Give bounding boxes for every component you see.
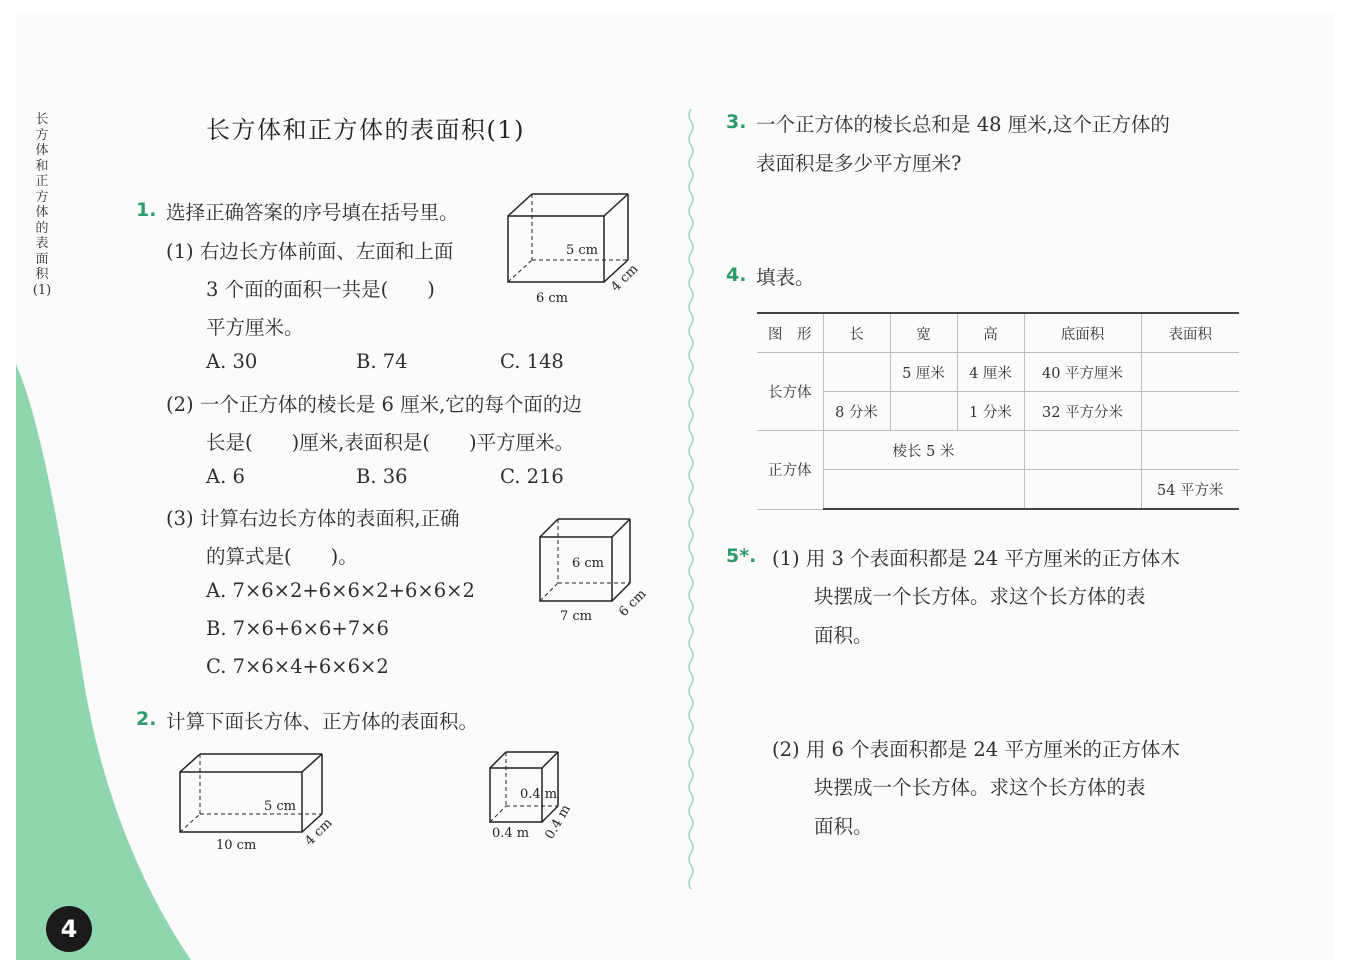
q3-number: 3. xyxy=(726,111,747,133)
answer-cell[interactable] xyxy=(1024,431,1141,470)
q5-part2-line1: (2) 用 6 个表面积都是 24 平方厘米的正方体木 xyxy=(772,738,1180,761)
table-cell: 8 分米 xyxy=(823,392,890,431)
q4-number: 4. xyxy=(726,264,747,286)
table-cell: 32 平方分米 xyxy=(1024,392,1141,431)
q2-fig2-width-label: 0.4 m xyxy=(542,802,575,842)
table-cell: 54 平方米 xyxy=(1141,470,1239,510)
q2-number: 2. xyxy=(136,708,157,730)
q1-part3-line1: (3) 计算右边长方体的表面积,正确 xyxy=(166,507,460,530)
workbook-page xyxy=(16,14,1334,960)
header-length: 长 xyxy=(823,313,890,353)
table-cell: 5 厘米 xyxy=(890,353,957,392)
table-row xyxy=(757,353,1239,392)
table-cell: 4 厘米 xyxy=(957,353,1024,392)
side-running-title: 长方体和正方体的表面积(1) xyxy=(32,112,52,298)
q1-part3-option-a: A. 7×6×2+6×6×2+6×6×2 xyxy=(206,579,475,602)
table-row xyxy=(757,431,1239,470)
q1-prompt: 选择正确答案的序号填在括号里。 xyxy=(166,201,459,224)
q1-part1-line3: 平方厘米。 xyxy=(206,316,304,339)
answer-cell[interactable] xyxy=(1141,392,1239,431)
q3-line2: 表面积是多少平方厘米? xyxy=(756,152,962,175)
q1-part1-line1: (1) 右边长方体前面、左面和上面 xyxy=(166,240,454,263)
header-shape: 图 形 xyxy=(757,313,823,353)
page-number: 4 xyxy=(46,906,92,952)
q2-cuboid-figure xyxy=(176,752,356,856)
q5-part2-line3: 面积。 xyxy=(814,815,873,838)
q5-number: 5*. xyxy=(726,545,757,567)
q2-prompt: 计算下面长方体、正方体的表面积。 xyxy=(166,710,479,733)
q3-line1: 一个正方体的棱长总和是 48 厘米,这个正方体的 xyxy=(756,113,1170,136)
table-cell: 1 分米 xyxy=(957,392,1024,431)
q1-part1-option-c: C. 148 xyxy=(500,350,564,373)
q5-part2-line2: 块摆成一个长方体。求这个长方体的表 xyxy=(814,776,1146,799)
page-title: 长方体和正方体的表面积(1) xyxy=(206,116,525,144)
q5-part1-line1: (1) 用 3 个表面积都是 24 平方厘米的正方体木 xyxy=(772,547,1180,570)
row-label-cuboid: 长方体 xyxy=(757,353,823,431)
answer-cell[interactable] xyxy=(1024,470,1141,510)
q1-fig2-height-label: 6 cm xyxy=(572,556,605,571)
q1-fig1-height-label: 5 cm xyxy=(566,243,599,258)
answer-cell[interactable] xyxy=(823,470,1024,510)
q1-part2-option-a: A. 6 xyxy=(206,465,245,488)
row-label-cube: 正方体 xyxy=(757,431,823,510)
q1-part3-option-b: B. 7×6+6×6+7×6 xyxy=(206,617,389,640)
q2-fig1-width-label: 4 cm xyxy=(302,815,336,849)
table-row xyxy=(757,470,1239,510)
answer-cell[interactable] xyxy=(1141,353,1239,392)
q1-cuboid-figure-2 xyxy=(536,517,664,625)
q2-cube-figure xyxy=(486,750,596,842)
q4-fill-table xyxy=(757,312,1239,510)
q1-part2-option-c: C. 216 xyxy=(500,465,564,488)
q1-part1-option-a: A. 30 xyxy=(206,350,258,373)
answer-cell[interactable] xyxy=(890,392,957,431)
header-height: 高 xyxy=(957,313,1024,353)
q1-part1-option-b: B. 74 xyxy=(356,350,408,373)
answer-cell[interactable] xyxy=(1141,431,1239,470)
q1-part2-option-b: B. 36 xyxy=(356,465,408,488)
header-width: 宽 xyxy=(890,313,957,353)
q1-part3-line2: 的算式是( )。 xyxy=(206,545,358,568)
q1-fig1-length-label: 6 cm xyxy=(536,291,569,306)
center-divider xyxy=(684,109,698,889)
table-cell: 40 平方厘米 xyxy=(1024,353,1141,392)
header-base-area: 底面积 xyxy=(1024,313,1141,353)
answer-cell[interactable] xyxy=(823,353,890,392)
table-header-row xyxy=(757,313,1239,353)
q2-fig1-length-label: 10 cm xyxy=(216,838,257,853)
q1-fig1-width-label: 4 cm xyxy=(608,261,642,295)
q2-fig2-length-label: 0.4 m xyxy=(492,826,530,841)
q1-fig2-width-label: 6 cm xyxy=(616,586,650,620)
q5-part1-line2: 块摆成一个长方体。求这个长方体的表 xyxy=(814,585,1146,608)
q1-part1-line2: 3 个面的面积一共是( ) xyxy=(206,278,435,301)
q5-part1-line3: 面积。 xyxy=(814,624,873,647)
q1-part3-option-c: C. 7×6×4+6×6×2 xyxy=(206,655,389,678)
table-cell: 棱长 5 米 xyxy=(823,431,1024,470)
q4-prompt: 填表。 xyxy=(756,266,815,289)
q1-fig2-length-label: 7 cm xyxy=(560,609,593,624)
table-row xyxy=(757,392,1239,431)
q1-cuboid-figure-1 xyxy=(504,192,654,310)
q2-fig2-height-label: 0.4 m xyxy=(520,787,558,802)
header-surface-area: 表面积 xyxy=(1141,313,1239,353)
q2-fig1-height-label: 5 cm xyxy=(264,799,297,814)
q1-part2-line1: (2) 一个正方体的棱长是 6 厘米,它的每个面的边 xyxy=(166,393,582,416)
q1-part2-line2: 长是( )厘米,表面积是( )平方厘米。 xyxy=(206,431,575,454)
q1-number: 1. xyxy=(136,199,157,221)
